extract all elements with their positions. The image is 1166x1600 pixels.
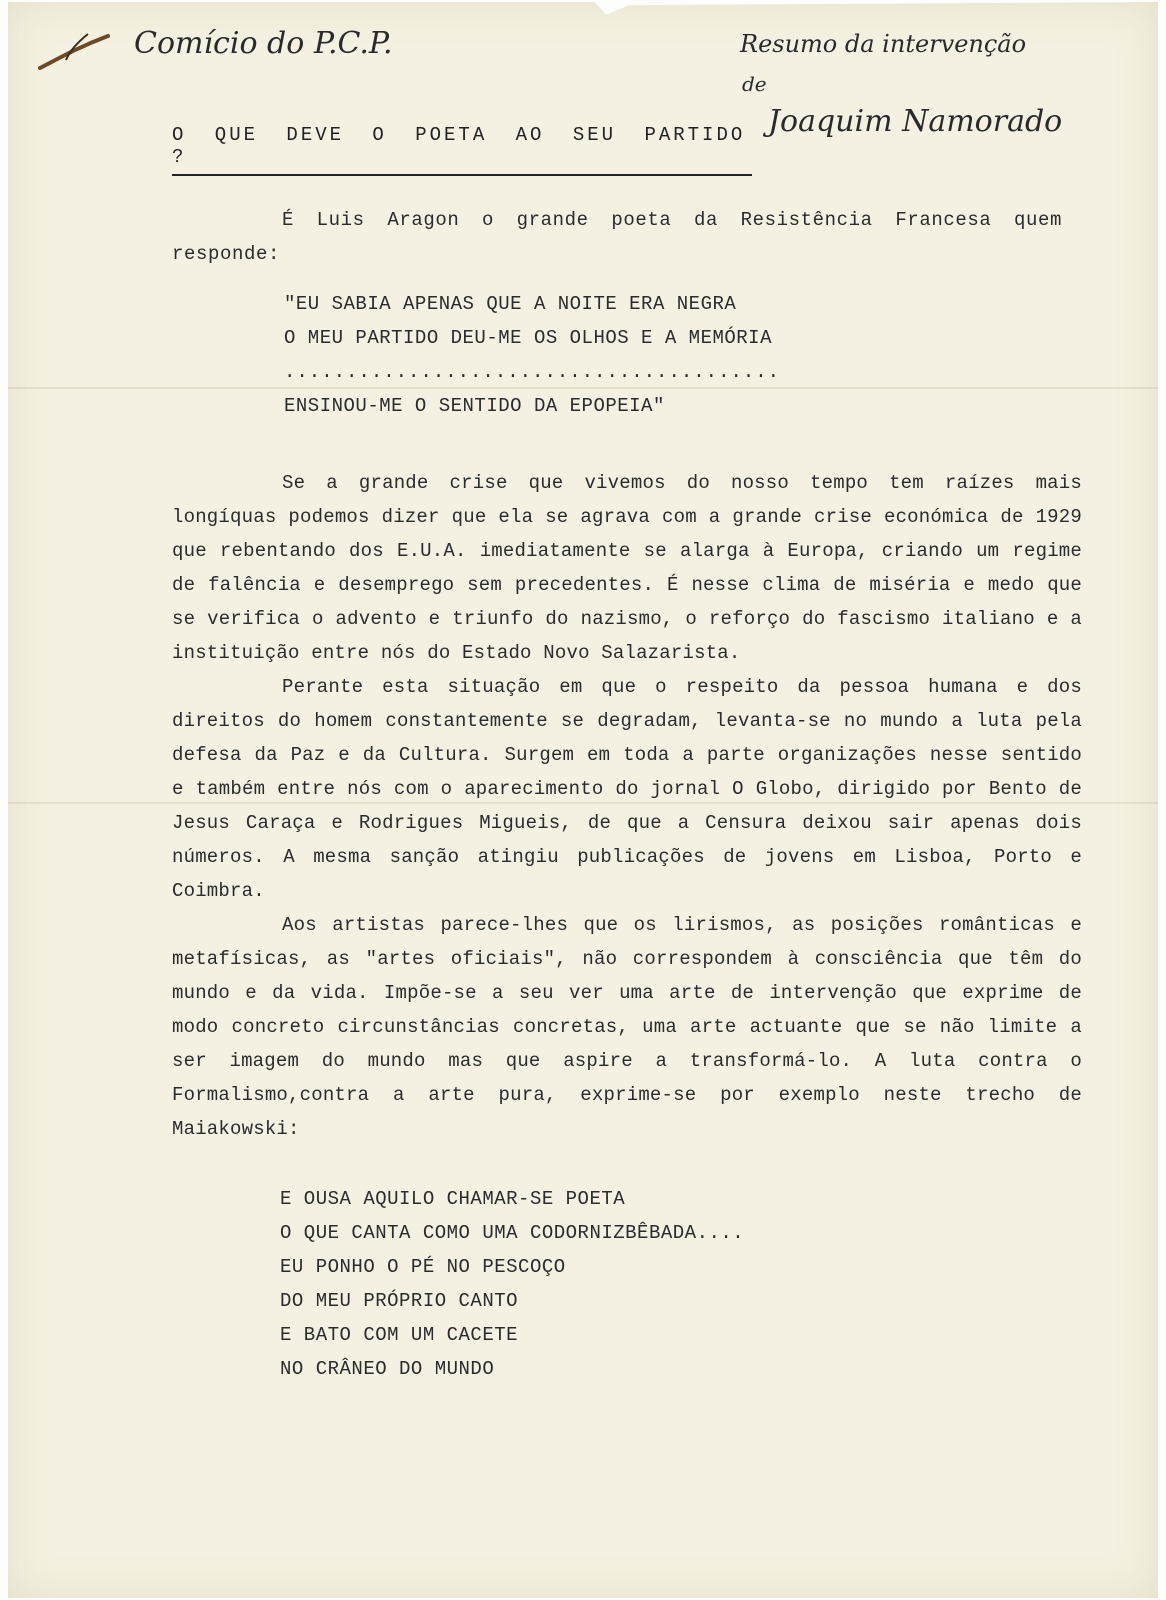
body-text xyxy=(172,466,1082,1146)
quote-line: E OUSA AQUILO CHAMAR-SE POETA xyxy=(280,1188,626,1210)
quote-line: DO MEU PRÓPRIO CANTO xyxy=(280,1290,519,1312)
ink-mark-icon xyxy=(36,30,116,74)
quote-line: EU PONHO O PÉ NO PESCOÇO xyxy=(280,1256,566,1278)
quote-line: E BATO COM UM CACETE xyxy=(280,1324,519,1346)
quote-line: O MEU PARTIDO DEU-ME OS OLHOS E A MEMÓRIA xyxy=(284,327,772,349)
handwritten-signature: Joaquim Namorado xyxy=(768,104,1063,139)
quote-line: O QUE CANTA COMO UMA CODORNIZBÊBADA.... xyxy=(280,1222,745,1244)
quote-line: "EU SABIA APENAS QUE A NOITE ERA NEGRA xyxy=(284,293,737,315)
quote-line: NO CRÂNEO DO MUNDO xyxy=(280,1358,495,1380)
quote-ellipsis: ........................................ xyxy=(284,361,781,383)
page-title: O QUE DEVE O POETA AO SEU PARTIDO ? xyxy=(172,124,752,176)
handwritten-note-right: Resumo da intervenção xyxy=(740,30,1027,58)
handwritten-de: de xyxy=(742,72,767,96)
paragraph: Perante esta situação em que o respeito da pessoa humana e dos direitos do homem constantemente se degradam, levanta-se no mundo a luta pela defesa da Paz e da Cultura. Surgem em toda a parte organizações nesse sentido e também entre nós com o aparecimento do jornal O Globo, dirigido por Bento de Jesus Caraça e Rodrigues Migueis, de que a Censura deixou sair apenas dois números. A mesma sanção atingiu publicações de jovens em Lisboa, Porto e Coimbra. xyxy=(172,676,1082,902)
paragraph: Aos artistas parece-lhes que os lirismos, as posições românticas e metafísicas, as "artes oficiais", não correspondem à consciência que têm do mundo e da vida. Impõe-se a seu ver uma arte de intervenção que exprime de modo concreto circunstâncias concretas, uma arte actuante que se não limite a ser imagem do mundo mas que aspire a transformá-lo. A luta contra o Formalismo,contra a arte pura, exprime-se por exemplo neste trecho de Maiakowski: xyxy=(172,914,1082,1140)
aragon-quote xyxy=(284,287,780,423)
quote-line: ENSINOU-ME O SENTIDO DA EPOPEIA" xyxy=(284,395,665,417)
paragraph: Se a grande crise que vivemos do nosso tempo tem raízes mais longíquas podemos dizer que ela se agrava com a grande crise económica de 1929 que rebentando dos E.U.A. imediatamente se alarga à Europa, criando um regime de falência e desemprego sem precedentes. É nesse clima de miséria e medo que se verifica o advento e triunfo do nazismo, o reforço do fascismo italiano e a instituição entre nós do Estado Novo Salazarista. xyxy=(172,472,1082,664)
intro-text: É Luis Aragon o grande poeta da Resistência Francesa quem responde: xyxy=(172,209,1062,265)
maiakowski-quote xyxy=(280,1182,744,1386)
handwritten-note: Comício do P.C.P. xyxy=(134,26,393,61)
